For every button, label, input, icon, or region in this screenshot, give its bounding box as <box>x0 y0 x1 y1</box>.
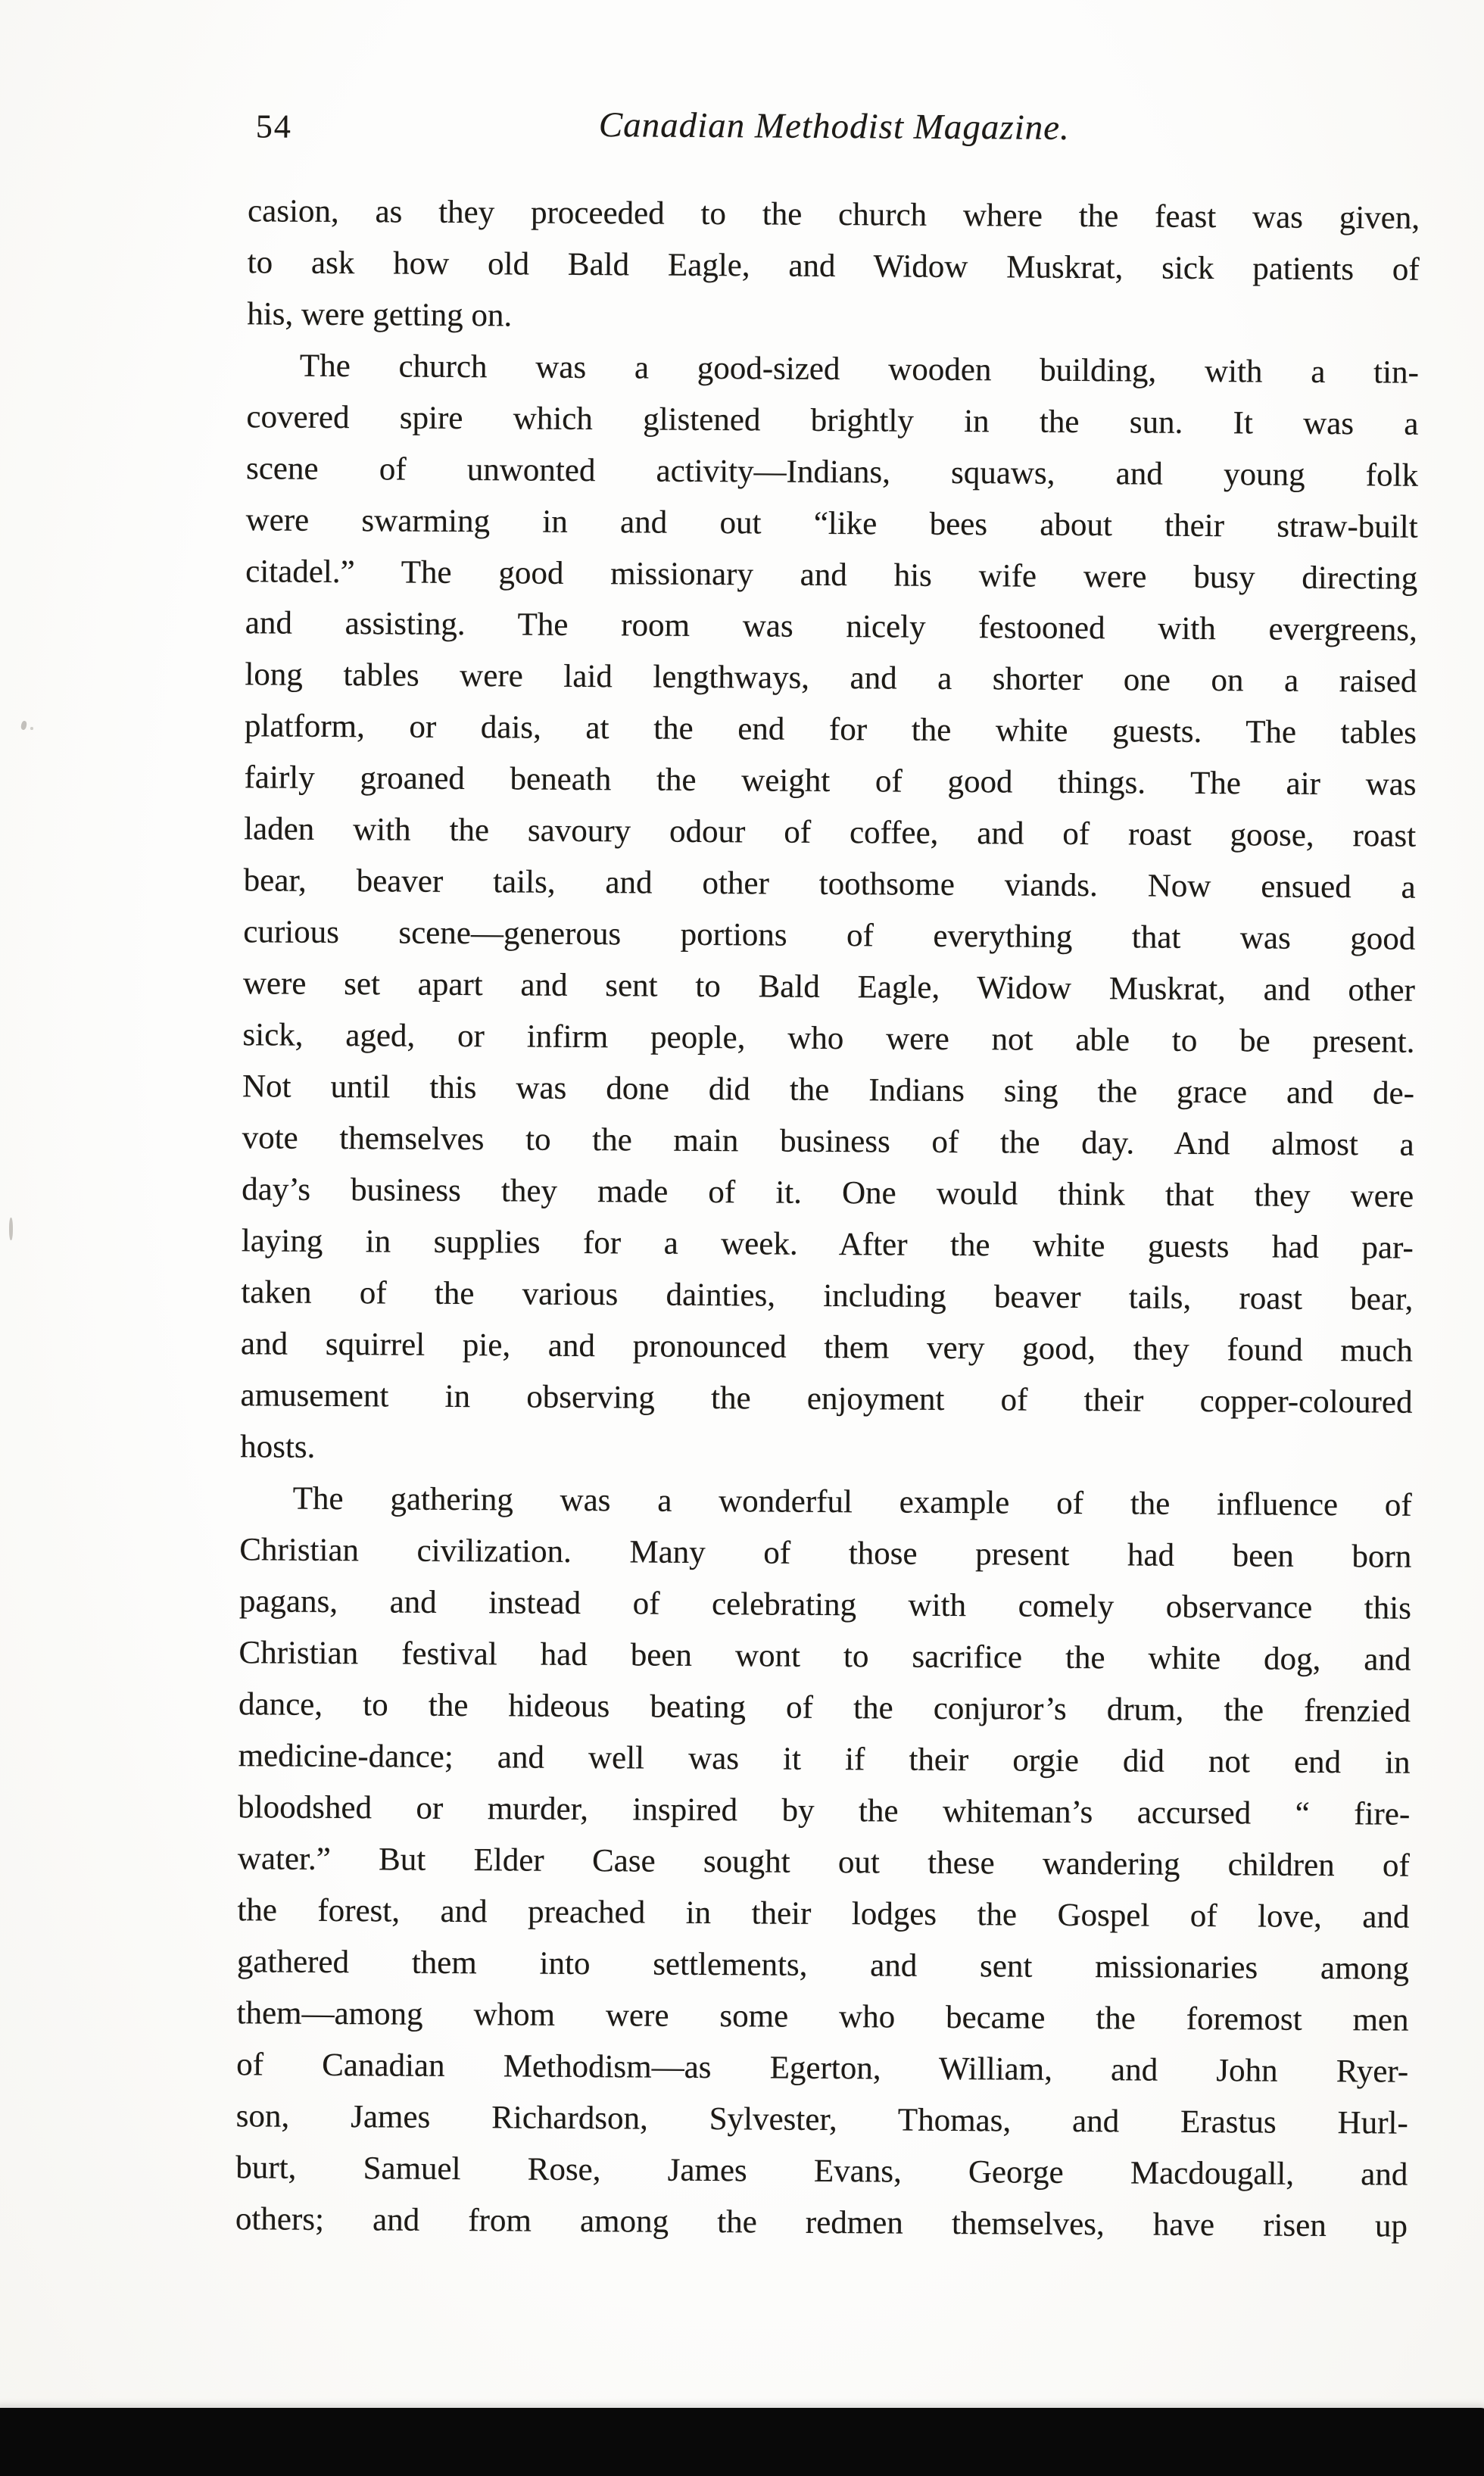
text-line: long tables were laid lengthways, and a shorter one on a raised <box>245 656 1417 700</box>
text-line: burt, Samuel Rose, James Evans, George Macdougall, and <box>235 2150 1408 2193</box>
text-line: bear, beaver tails, and other toothsome viands. Now ensued a <box>243 862 1416 906</box>
text-line: hosts. <box>240 1429 316 1465</box>
text-line: vote themselves to the main business of the day. And almost a <box>242 1120 1414 1163</box>
text-line: bloodshed or murder, inspired by the whiteman’s accursed “ fire- <box>238 1789 1411 1832</box>
text-line: were swarming in and out “like bees about their straw-built <box>245 502 1418 545</box>
text-line: day’s business they made of it. One would think that they were <box>242 1171 1414 1215</box>
text-line: son, James Richardson, Sylvester, Thomas, and Erastus Hurl- <box>235 2098 1408 2141</box>
text-line: of Canadian Methodism—as Egerton, William, and John Ryer- <box>236 2047 1409 2090</box>
text-line: fairly groaned beneath the weight of good things. The air was <box>244 759 1417 803</box>
text-line: laying in supplies for a week. After the white guests had par- <box>241 1223 1414 1266</box>
page-number: 54 <box>255 108 292 145</box>
text-line: the forest, and preached in their lodges the Gospel of love, and <box>237 1892 1410 1935</box>
scan-edge-bar <box>0 2408 1484 2476</box>
text-line: The church was a good-sized wooden building, with a tin- <box>299 348 1420 391</box>
text-line: Christian festival had been wont to sacrifice the white dog, and <box>238 1635 1411 1678</box>
text-line: gathered them into settlements, and sent missionaries among <box>236 1944 1410 1987</box>
text-line: water.” But Elder Case sought out these wandering children of <box>237 1841 1410 1884</box>
text-line: and assisting. The room was nicely festooned with evergreens, <box>245 605 1417 648</box>
text-line: medicine-dance; and well was it if their orgie did not end in <box>238 1738 1411 1781</box>
page-content <box>235 102 1420 2252</box>
text-line: curious scene—generous portions of everything that was good <box>243 914 1416 957</box>
text-line: and squirrel pie, and pronounced them very good, they found much <box>240 1326 1414 1369</box>
page-title: Canadian Methodist Magazine. <box>598 105 1070 148</box>
text-line: platform, or dais, at the end for the white guests. The tables <box>244 708 1417 751</box>
text-line: others; and from among the redmen themselves, have risen up <box>235 2201 1408 2244</box>
page-header <box>248 102 1420 159</box>
text-line: scene of unwonted activity—Indians, squaws, and young folk <box>245 451 1419 494</box>
scan-speck <box>30 727 33 730</box>
text-line: sick, aged, or infirm people, who were not able to be present. <box>242 1017 1415 1060</box>
scan-speck <box>9 1218 13 1240</box>
text-line: them—among whom were some who became the foremost men <box>236 1995 1409 2038</box>
page-body <box>235 186 1420 2252</box>
text-line: pagans, and instead of celebrating with comely observance this <box>238 1583 1412 1626</box>
text-line: casion, as they proceeded to the church where the feast was given, <box>247 193 1420 236</box>
text-line: amusement in observing the enjoyment of their copper-coloured <box>240 1377 1413 1420</box>
text-line: were set apart and sent to Bald Eagle, Widow Muskrat, and other <box>242 965 1416 1009</box>
text-line: Christian civilization. Many of those present had been born <box>239 1532 1412 1575</box>
text-line: The gathering was a wonderful example of the influence of <box>292 1480 1412 1523</box>
text-line: citadel.” The good missionary and his wife were busy directing <box>245 554 1418 597</box>
text-line: to ask how old Bald Eagle, and Widow Muskrat, sick patients of <box>247 245 1420 288</box>
text-line: laden with the savoury odour of coffee, and of roast goose, roast <box>244 811 1417 854</box>
text-line: taken of the various dainties, including beaver tails, roast bear, <box>241 1274 1414 1318</box>
scan-speck <box>20 720 27 730</box>
text-line: Not until this was done did the Indians sing the grace and de- <box>242 1068 1415 1112</box>
text-line: his, were getting on. <box>247 296 513 334</box>
text-line: covered spire which glistened brightly in the sun. It was a <box>246 399 1419 442</box>
text-line: dance, to the hideous beating of the conjuror’s drum, the frenzied <box>238 1686 1411 1729</box>
